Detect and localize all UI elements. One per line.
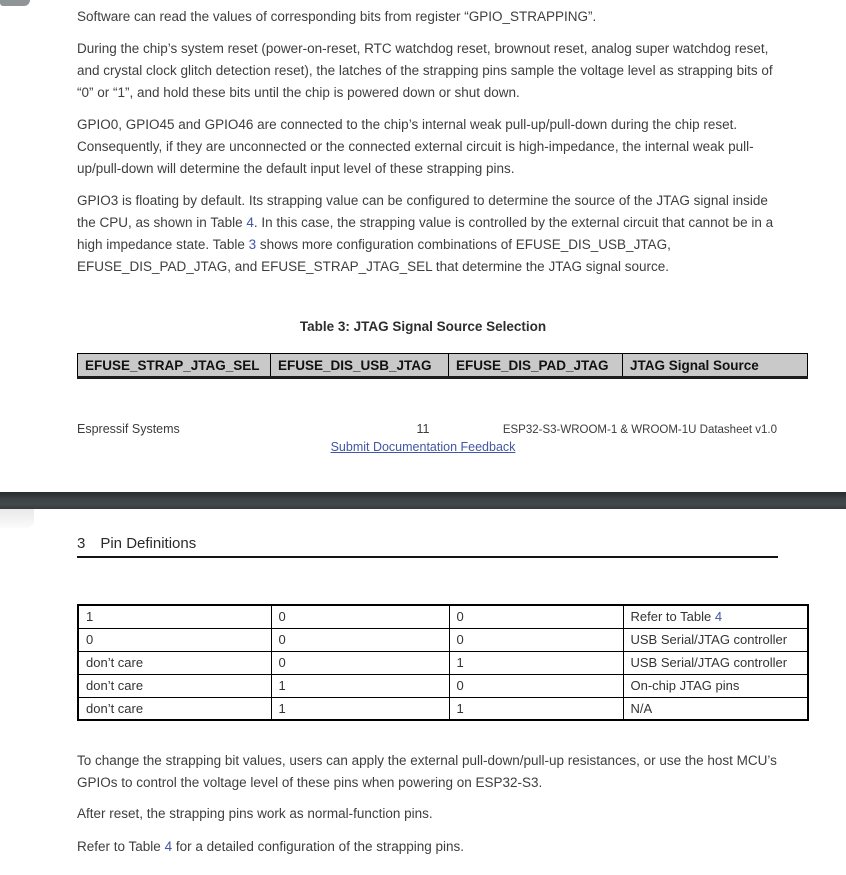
column-header: JTAG Signal Source <box>623 354 808 378</box>
paragraph-text: Refer to Table <box>77 839 165 854</box>
table-header-row <box>78 354 808 378</box>
table-row <box>78 628 808 651</box>
section-number: 3 <box>77 535 86 552</box>
table-cell: 0 <box>449 674 623 697</box>
table-cell: 1 <box>271 697 449 720</box>
column-header: EFUSE_DIS_USB_JTAG <box>271 354 449 378</box>
footer-page-number: 11 <box>416 422 430 436</box>
paragraph: After reset, the strapping pins work as normal-function pins. <box>77 806 433 821</box>
cell-text: Refer to Table <box>630 609 715 625</box>
table-cell: 1 <box>449 697 623 720</box>
paragraph <box>77 190 782 278</box>
page-break-separator <box>0 492 846 509</box>
page-edge-mark <box>0 509 34 528</box>
jtag-source-table-rows <box>77 604 809 721</box>
table-cell: don’t care <box>78 651 271 674</box>
table-cell <box>623 605 808 628</box>
paragraph <box>77 836 782 858</box>
table-cell: 0 <box>271 605 449 628</box>
table-cell: don’t care <box>78 674 271 697</box>
paragraph: To change the strapping bit values, users can apply the external pull-down/pull-up resistances, or use the host MCU’s GPIOs to control the voltage level of these pins when powering on ESP32-S3. <box>77 753 777 790</box>
footer-doc-title: ESP32-S3-WROOM-1 & WROOM-1U Datasheet v1.0 <box>502 424 777 436</box>
section-title: Pin Definitions <box>100 535 197 552</box>
page2-body-text <box>77 750 782 867</box>
table-row <box>78 605 808 628</box>
table-cell: 1 <box>449 651 623 674</box>
table-caption: Table 3: JTAG Signal Source Selection <box>299 319 547 334</box>
table-cell: 0 <box>271 651 449 674</box>
table-4-link[interactable]: 4 <box>246 215 254 230</box>
table-cell: 0 <box>449 628 623 651</box>
footer-company: Espressif Systems <box>77 422 180 436</box>
paragraph-text: . In this case, the strapping value is controlled by the external circuit that cannot be in a high impedance state. Table <box>77 215 774 252</box>
table-cell: On-chip JTAG pins <box>623 674 808 697</box>
paragraph: Software can read the values of corresponding bits from register “GPIO_STRAPPING”. <box>77 9 597 24</box>
page-corner-mark <box>0 0 30 6</box>
paragraph-text: GPIO3 is floating by default. Its strapping value can be configured to determine the source of the JTAG signal inside the CPU, as shown in Table <box>77 193 768 230</box>
page1-body-text <box>77 6 782 288</box>
column-header: EFUSE_DIS_PAD_JTAG <box>449 354 623 378</box>
table-cell: USB Serial/JTAG controller <box>623 628 808 651</box>
table-cell: 0 <box>78 628 271 651</box>
table-cell: don’t care <box>78 697 271 720</box>
footer-feedback <box>0 440 846 454</box>
paragraph: During the chip’s system reset (power-on-reset, RTC watchdog reset, brownout reset, analog super watchdog reset, and crystal clock glitch detection reset), the latches of the strapping pins sample the voltage level as strapping bits of “0” or “1”, and hold these bits until the chip is powered down or shut down. <box>77 41 773 100</box>
table-cell: 0 <box>449 605 623 628</box>
table-cell: 1 <box>271 674 449 697</box>
table-cell: 1 <box>78 605 271 628</box>
jtag-source-table-header <box>77 353 808 379</box>
paragraph-text: shows more configuration combinations of EFUSE_DIS_USB_JTAG, EFUSE_DIS_PAD_JTAG, and EFUSE_STRAP_JTAG_SEL that determine the JTAG signal source. <box>77 237 671 274</box>
column-header: EFUSE_STRAP_JTAG_SEL <box>78 354 271 378</box>
table-4-link[interactable]: 4 <box>714 609 723 625</box>
paragraph: GPIO0, GPIO45 and GPIO46 are connected to the chip’s internal weak pull-up/pull-down during the chip reset. Consequently, if they are unconnected or the connected external circuit is high-impedance, the internal weak pull-up/pull-down will determine the default input level of these strapping pins. <box>77 117 754 176</box>
table-row <box>78 697 808 720</box>
table-row <box>78 674 808 697</box>
table-cell: USB Serial/JTAG controller <box>623 651 808 674</box>
section-heading <box>77 535 778 552</box>
paragraph-text: for a detailed configuration of the strapping pins. <box>172 839 465 854</box>
submit-feedback-link[interactable]: Submit Documentation Feedback <box>330 440 516 454</box>
table-cell: 0 <box>271 628 449 651</box>
section-heading-rule <box>77 556 778 558</box>
table-cell: N/A <box>623 697 808 720</box>
table-row <box>78 651 808 674</box>
table-4-link[interactable]: 4 <box>164 839 173 854</box>
table-3-link[interactable]: 3 <box>248 237 257 252</box>
